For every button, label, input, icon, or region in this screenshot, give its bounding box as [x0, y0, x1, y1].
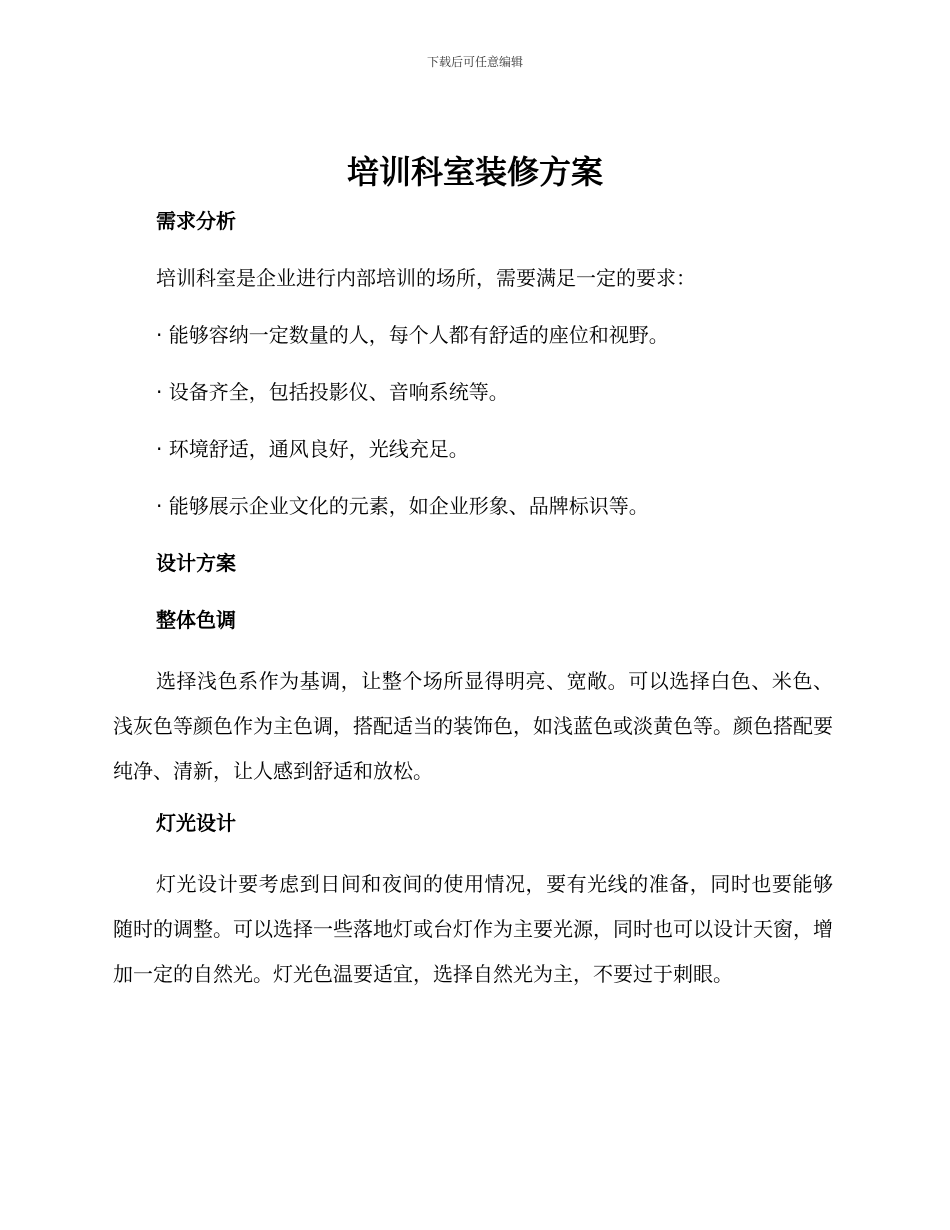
section-heading-design: 设计方案: [156, 551, 236, 575]
requirements-intro: 培训科室是企业进行内部培训的场所，需要满足一定的要求：: [156, 266, 696, 290]
subsection-heading-color: 整体色调: [156, 608, 236, 632]
section-heading-requirements: 需求分析: [156, 209, 236, 233]
list-item: · 环境舒适，通风良好，光线充足。: [156, 437, 469, 461]
list-item: · 能够展示企业文化的元素，如企业形象、品牌标识等。: [156, 494, 649, 518]
document-body: [113, 203, 833, 1008]
document-title: 培训科室装修方案: [346, 153, 603, 191]
subsection-heading-lighting: 灯光设计: [156, 811, 236, 835]
color-paragraph: 选择浅色系作为基调，让整个场所显得明亮、宽敞。可以选择白色、米色、浅灰色等颜色作为主色调，搭配适当的装饰色，如浅蓝色或淡黄色等。颜色搭配要纯净、清新，让人感到舒适和放松。: [113, 669, 833, 783]
list-item: · 能够容纳一定数量的人，每个人都有舒适的座位和视野。: [156, 323, 669, 347]
page-header-note: 下载后可任意编辑: [426, 55, 523, 69]
lighting-paragraph: 灯光设计要考虑到日间和夜间的使用情况，要有光线的准备，同时也要能够随时的调整。可以选择一些落地灯或台灯作为主要光源，同时也可以设计天窗，增加一定的自然光。灯光色温要适宜，选择自然光为主，不要过于刺眼。: [113, 872, 833, 986]
list-item: · 设备齐全，包括投影仪、音响系统等。: [156, 380, 509, 404]
